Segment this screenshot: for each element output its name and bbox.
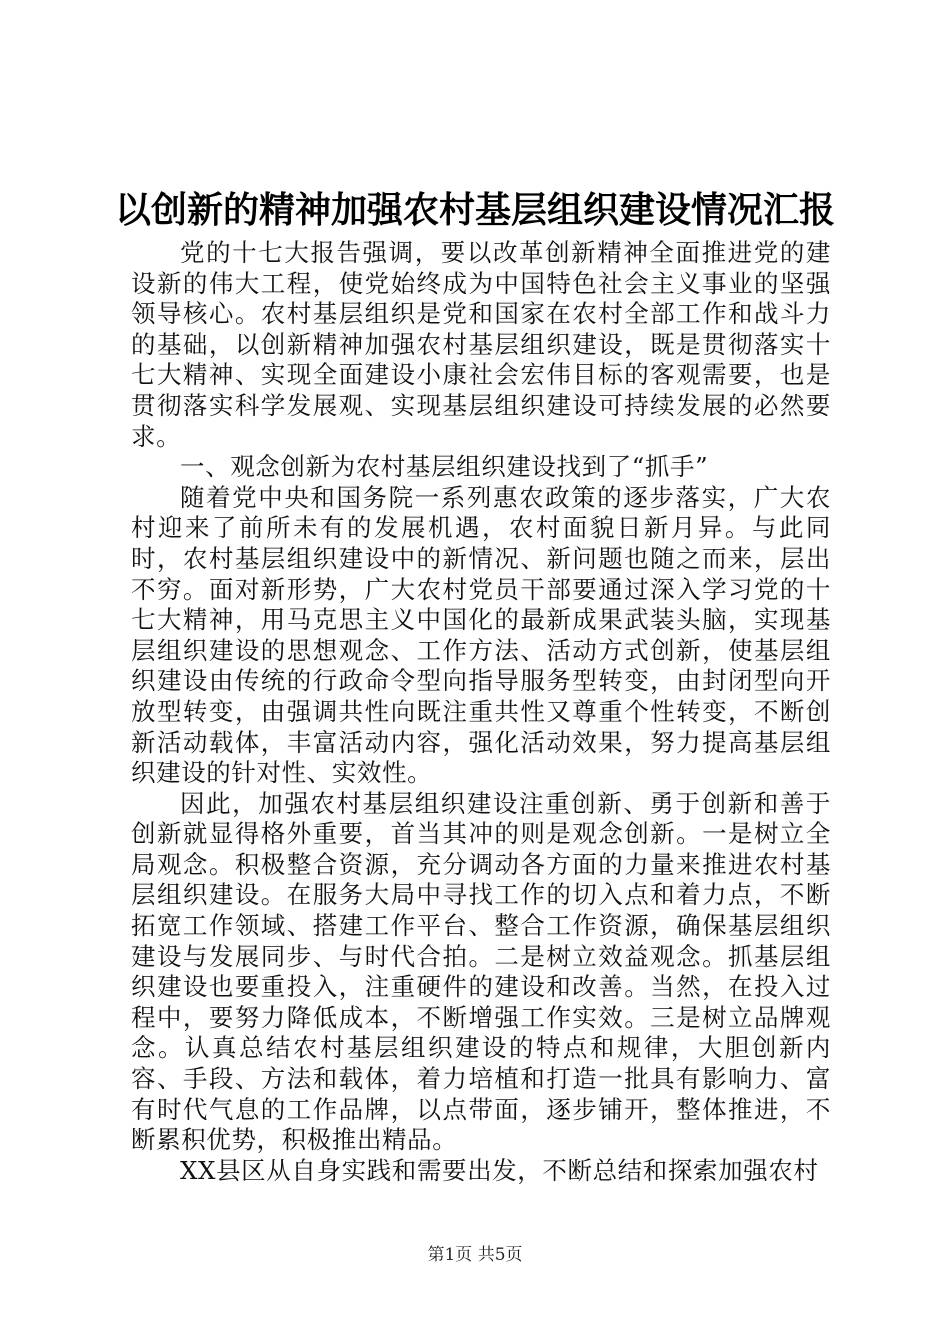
paragraph-concept-innovation: 因此，加强农村基层组织建设注重创新、勇于创新和善于创新就显得格外重要，首当其冲的则是观念创新。一是树立全局观念。积极整合资源，充分调动各方面的力量来推进农村基层组织建设。在服务大局中寻找工作的切入点和着力点，不断拓宽工作领域、搭建工作平台、整合工作资源，确保基层组织建设与发展同步、与时代合拍。二是树立效益观念。抓基层组织建设也要重投入，注重硬件的建设和改善。当然，在投入过程中，要努力降低成本，不断增强工作实效。三是树立品牌观念。认真总结农村基层组织建设的特点和规律，大胆创新内容、手段、方法和载体，着力培植和打造一批具有影响力、富有时代气息的工作品牌，以点带面，逐步铺开，整体推进，不断累积优势，积极推出精品。 [131,788,831,1155]
paragraph-intro: 党的十七大报告强调，要以改革创新精神全面推进党的建设新的伟大工程，使党始终成为中国特色社会主义事业的坚强领导核心。农村基层组织是党和国家在农村全部工作和战斗力的基础，以创新精神加强农村基层组织建设，既是贯彻落实十七大精神、实现全面建设小康社会宏伟目标的客观需要，也是贯彻落实科学发展观、实现基层组织建设可持续发展的必然要求。 [131,238,831,451]
document-title: 以创新的精神加强农村基层组织建设情况汇报 [114,189,835,231]
document-body [131,238,831,1186]
page-number-footer: 第1页 共5页 [427,1245,523,1265]
paragraph-county-practice: XX县区从自身实践和需要出发，不断总结和探索加强农村 [180,1155,819,1185]
section-heading-1: 一、观念创新为农村基层组织建设找到了“抓手” [180,452,709,482]
paragraph-section-1: 随着党中央和国务院一系列惠农政策的逐步落实，广大农村迎来了前所未有的发展机遇，农村面貌日新月异。与此同时，农村基层组织建设中的新情况、新问题也随之而来，层出不穷。面对新形势，广大农村党员干部要通过深入学习党的十七大精神，用马克思主义中国化的最新成果武装头脑，实现基层组织建设的思想观念、工作方法、活动方式创新，使基层组织建设由传统的行政命令型向指导服务型转变，由封闭型向开放型转变，由强调共性向既注重共性又尊重个性转变，不断创新活动载体，丰富活动内容，强化活动效果，努力提高基层组织建设的针对性、实效性。 [131,482,831,788]
